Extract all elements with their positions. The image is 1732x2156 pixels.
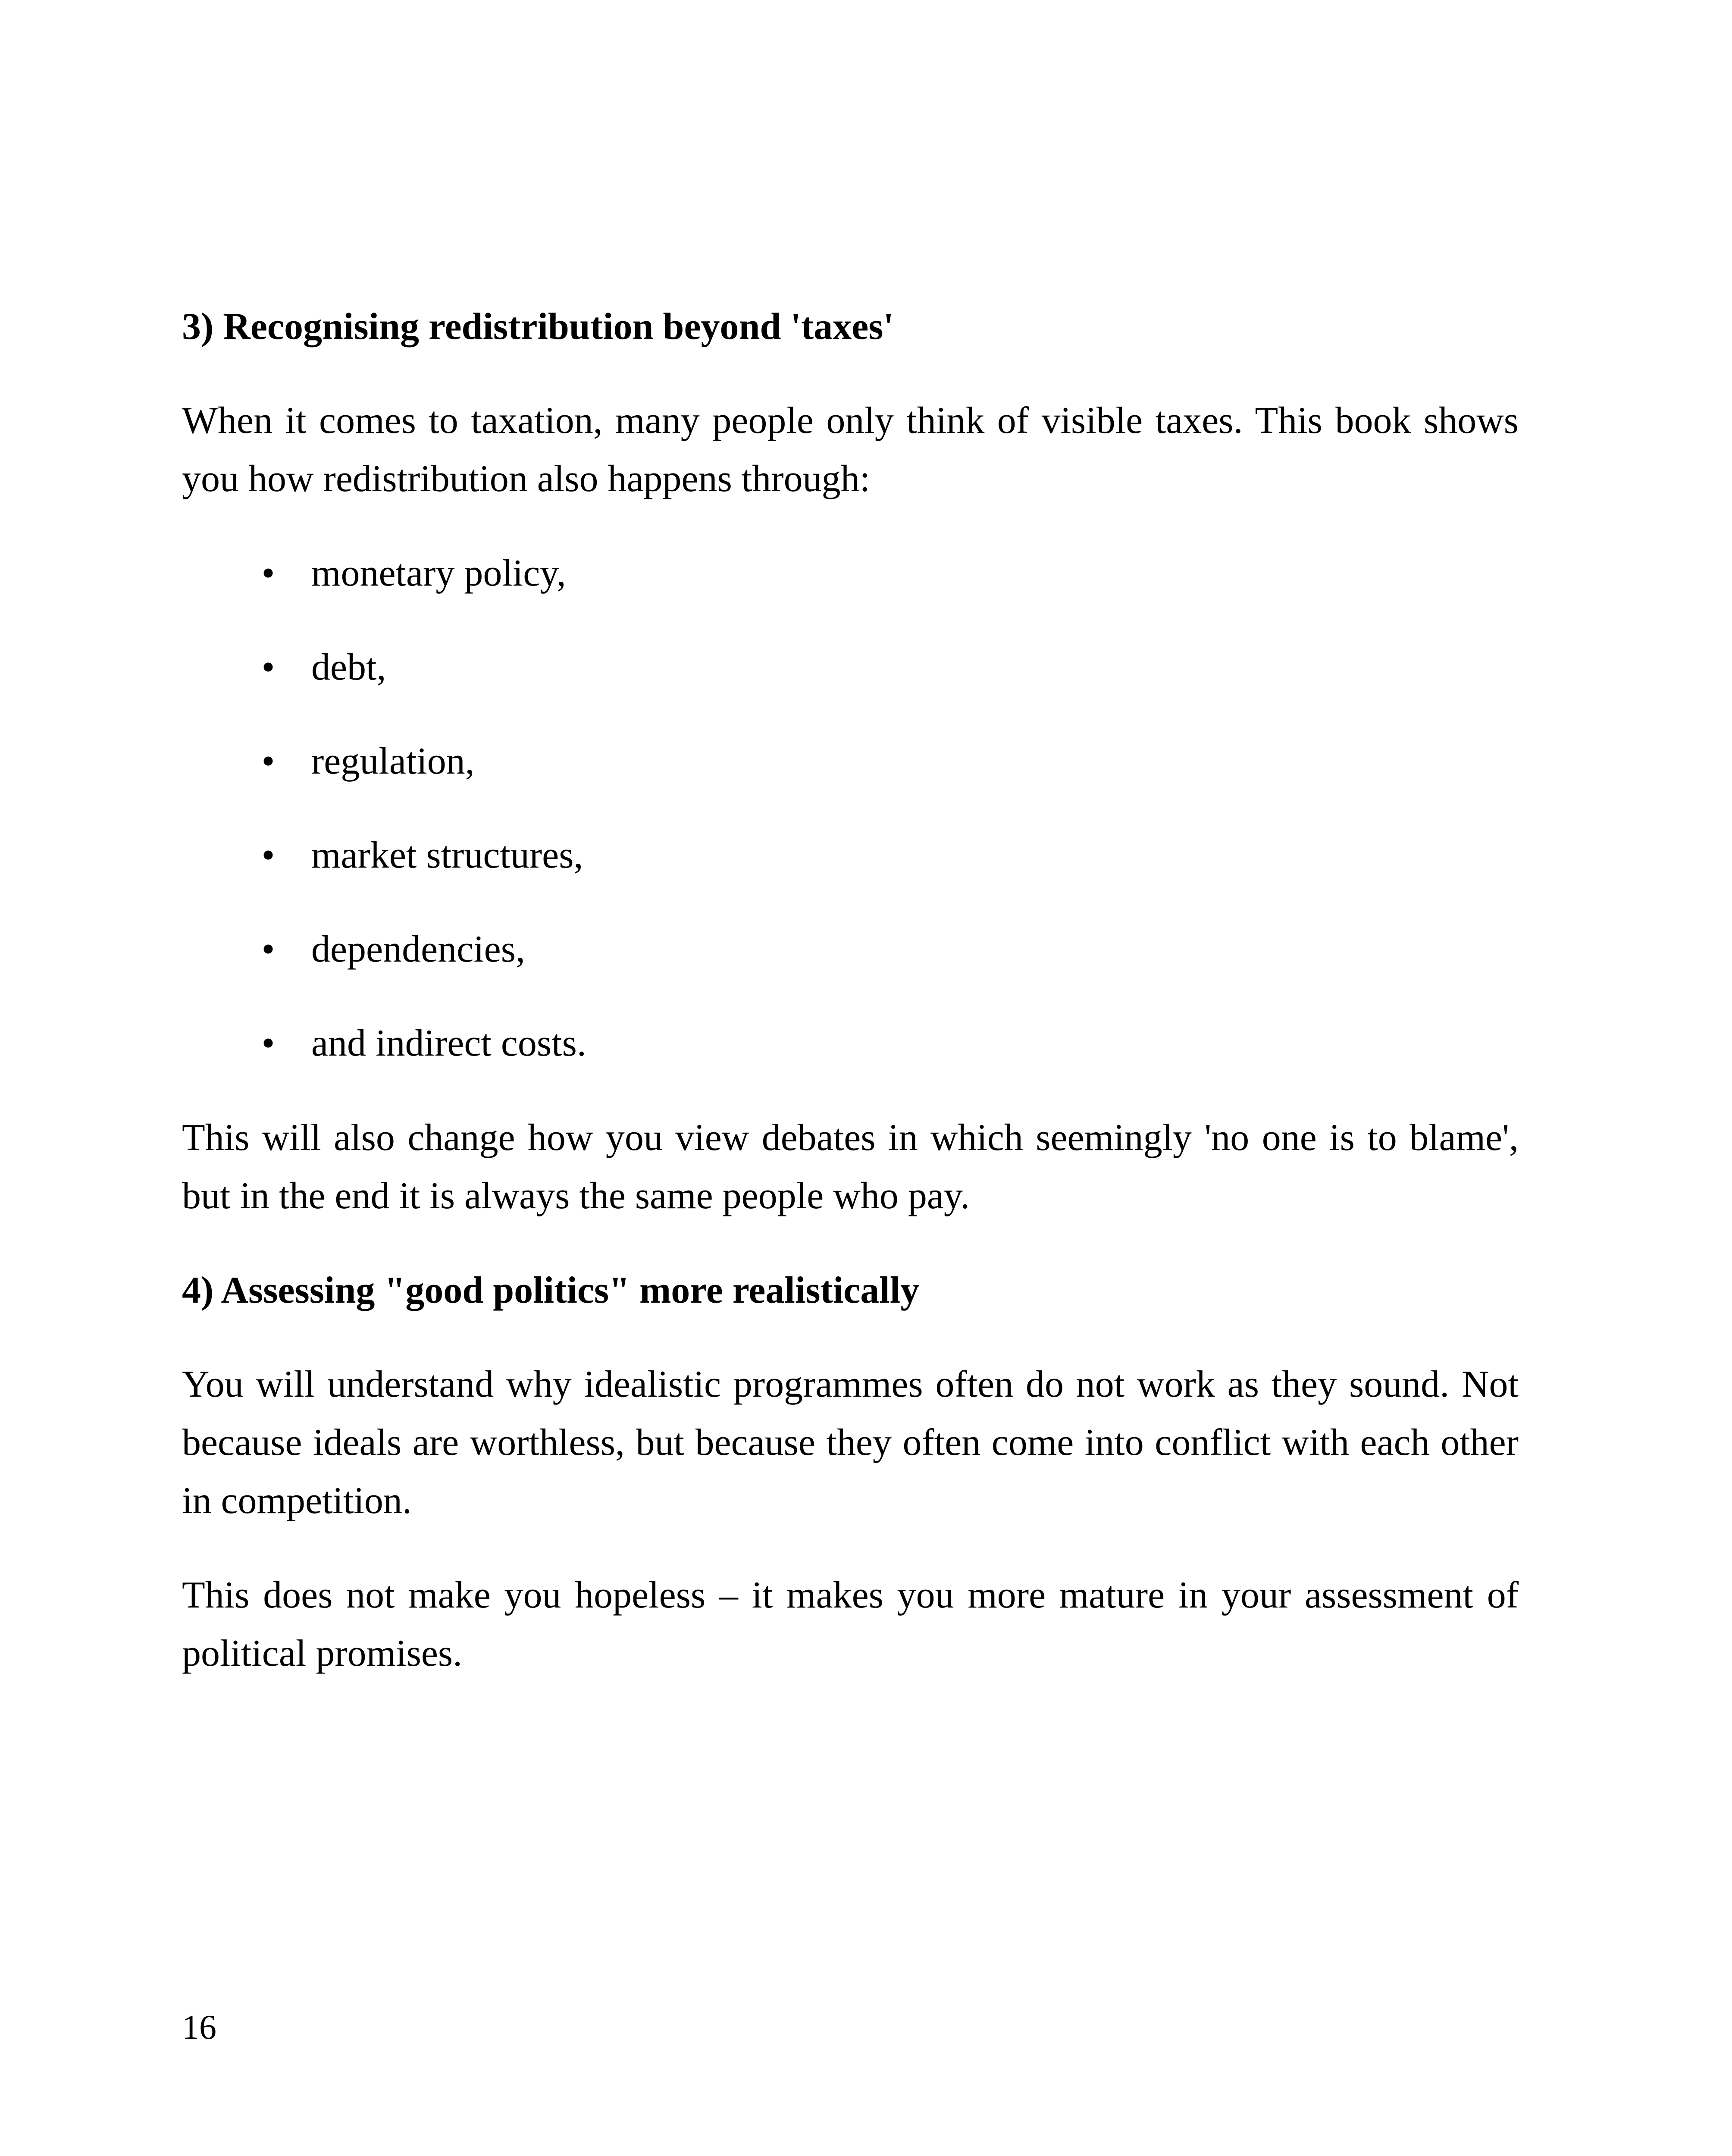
page-number: 16 (182, 2009, 216, 2046)
bullet-icon: • (261, 834, 275, 876)
section-3-intro-paragraph: When it comes to taxation, many people only think of visible taxes. This book shows you how redistribution also happens through: (182, 400, 1519, 500)
bullet-icon: • (261, 740, 275, 782)
list-item-text: debt, (311, 646, 386, 688)
bullet-icon: • (261, 928, 275, 970)
section-4-paragraph-2: This does not make you hopeless – it makes you more mature in your assessment of political promises. (182, 1574, 1519, 1674)
list-item-text: and indirect costs. (311, 1022, 586, 1064)
list-item-text: dependencies, (311, 928, 525, 970)
list-item-text: regulation, (311, 740, 475, 782)
list-item (182, 920, 1519, 978)
list-item (182, 1014, 1519, 1072)
list-item (182, 732, 1519, 790)
section-4-heading: 4) Assessing "good politics" more realistically (182, 1269, 920, 1311)
bullet-icon: • (261, 552, 275, 594)
list-item-text: market structures, (311, 834, 583, 876)
bullet-icon: • (261, 646, 275, 688)
section-4-paragraph-1: You will understand why idealistic programmes often do not work as they sound. Not because ideals are worthless, but because they often come into conflict with each other in competition. (182, 1363, 1519, 1522)
list-item (182, 826, 1519, 884)
list-item (182, 544, 1519, 602)
bullet-icon: • (261, 1022, 275, 1064)
section-3-heading: 3) Recognising redistribution beyond 'taxes' (182, 306, 894, 348)
list-item-text: monetary policy, (311, 552, 566, 594)
section-3-closing-paragraph: This will also change how you view debates in which seemingly 'no one is to blame', but in the end it is always the same people who pay. (182, 1117, 1519, 1217)
list-item (182, 638, 1519, 696)
